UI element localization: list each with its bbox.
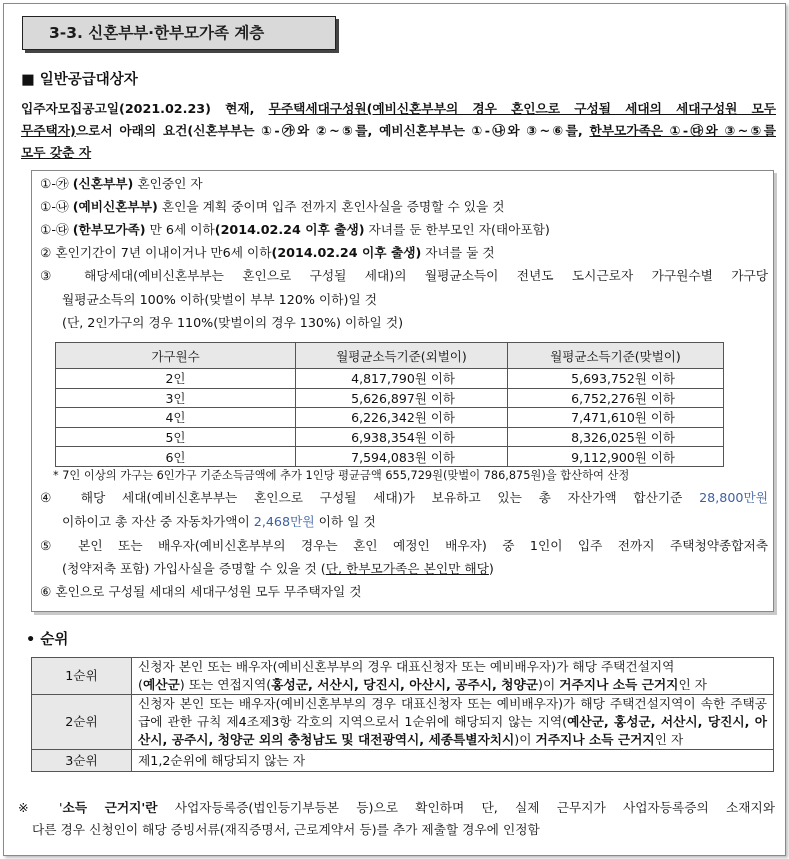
col-household-size: 가구원수 (56, 343, 296, 369)
table-row (32, 658, 774, 695)
income-table-note: * 7인 이상의 가구는 6인가구 기준소득금액에 추가 1인당 평균금액 655,729원(맞벌이 786,875원)을 합산하여 산정 (53, 469, 630, 482)
eligibility-intro (21, 98, 776, 164)
rank-table (31, 657, 774, 772)
table-row: 6인 7,594,083원 이하 9,112,900원 이하 (56, 447, 724, 467)
req-newlywed: ①-㉮ (신혼부부) 혼인중인 자 (40, 176, 203, 191)
req-savings-line-1: ⑤ 본인 또는 배우자(예비신혼부부의 경우는 혼인 예정인 배우자) 중 1인이 입주 전까지 주택청약종합저축 (40, 538, 769, 553)
general-supply-heading: ■ 일반공급대상자 (21, 72, 138, 88)
footnote-line-1: ※ '소득 근거지'란 사업자등록증(법인등기부등본 등)으로 확인하며 단, 실제 근무지가 사업자등록증의 소재지와 (18, 800, 775, 815)
intro-line-1: 입주자모집공고일(2021.02.23) 현재, 무주택세대구성원(예비신혼부부의 경우 혼인으로 구성될 세대의 세대구성원 모두 (21, 101, 776, 116)
footnote-line-2: 다른 경우 신청인이 해당 증빙서류(재직증명서, 근로계약서 등)를 추가 제출할 경우에 인정함 (32, 822, 540, 837)
rank-2-label: 2순위 (32, 695, 132, 750)
rank-3-description: 제1,2순위에 해당되지 않는 자 (132, 750, 774, 772)
income-table (55, 342, 724, 467)
table-row: 3인 5,626,897원 이하 6,752,276원 이하 (56, 388, 724, 408)
req-single-parent: ①-㉰ (한부모가족) 만 6세 이하(2014.02.24 이후 출생) 자녀를 둔 한부모인 자(태아포함) (40, 222, 550, 237)
req-income-line-1: ③ 해당세대(예비신혼부부는 혼인으로 구성될 세대)의 월평균소득이 전년도 도시근로자 가구원수별 가구당 (40, 268, 768, 283)
section-title: 3-3. 신혼부부·한부모가족 계층 (22, 16, 336, 50)
rank-heading: • 순위 (26, 632, 69, 648)
intro-line-3: 모두 갖춘 자 (21, 145, 92, 160)
table-row: 5인 6,938,354원 이하 8,326,025원 이하 (56, 427, 724, 447)
req-savings-line-2: (청약저축 포함) 가입사실을 증명할 수 있을 것 (단, 한부모가족은 본인만 해당) (62, 561, 494, 576)
req-assets-line-1: ④ 해당 세대(예비신혼부부는 혼인으로 구성될 세대)가 보유하고 있는 총 자산가액 합산기준 28,800만원 (40, 490, 768, 505)
intro-line-2: 무주택자)으로서 아래의 요건(신혼부부는 ①-㉮와 ②~⑤를, 예비신혼부부는 ①-㉯와 ③~⑥를, 한부모가족은 ①-㉰와 ③~⑤를 (21, 123, 776, 138)
table-row (32, 695, 774, 750)
income-table-header (56, 343, 724, 369)
req-income-line-3: (단, 2인가구의 경우 110%(맞벌이의 경우 130%) 이하일 것) (62, 315, 404, 330)
rank-2-description: 신청자 본인 또는 배우자(예비신혼부부의 경우 대표신청자 또는 예비배우자)가 해당 주택건설지역이 속한 주택공급에 관한 규칙 제4조제3항 각호의 지역으로서 1순위에 해당되지 않는 지역(예산군, 홍성군, 서산시, 당진시, 아산시, 공주시, 청양군 외의 충청남도 및 대전광역시, 세종특별자치시)이 거주지나 소득 근거지인 자 (132, 695, 774, 750)
rank-1-label: 1순위 (32, 658, 132, 695)
table-row: 4인 6,226,342원 이하 7,471,610원 이하 (56, 408, 724, 428)
req-income-line-2: 월평균소득의 100% 이하(맞벌이 부부 120% 이하)일 것 (62, 292, 377, 307)
table-row (32, 750, 774, 772)
document-page (3, 3, 786, 856)
col-dual-income: 월평균소득기준(맞벌이) (508, 343, 724, 369)
req-marriage-period: ② 혼인기간이 7년 이내이거나 만6세 이하(2014.02.24 이후 출생) 자녀를 둘 것 (40, 245, 495, 260)
rank-1-description: 신청자 본인 또는 배우자(예비신혼부부의 경우 대표신청자 또는 예비배우자)가 해당 주택건설지역 (예산군) 또는 연접지역(홍성군, 서산시, 당진시, 아산시, 공주시, 청양군)이 거주지나 소득 근거지인 자 (132, 658, 774, 695)
req-no-house: ⑥ 혼인으로 구성될 세대의 세대구성원 모두 무주택자일 것 (40, 584, 362, 599)
req-prospective-newlywed: ①-㉯ (예비신혼부부) 혼인을 계획 중이며 입주 전까지 혼인사실을 증명할 수 있을 것 (40, 199, 505, 214)
table-row: 2인 4,817,790원 이하 5,693,752원 이하 (56, 369, 724, 389)
col-single-income: 월평균소득기준(외벌이) (296, 343, 508, 369)
footnote (18, 797, 775, 841)
rank-3-label: 3순위 (32, 750, 132, 772)
req-assets-line-2: 이하이고 총 자산 중 자동차가액이 2,468만원 이하 일 것 (62, 514, 376, 529)
